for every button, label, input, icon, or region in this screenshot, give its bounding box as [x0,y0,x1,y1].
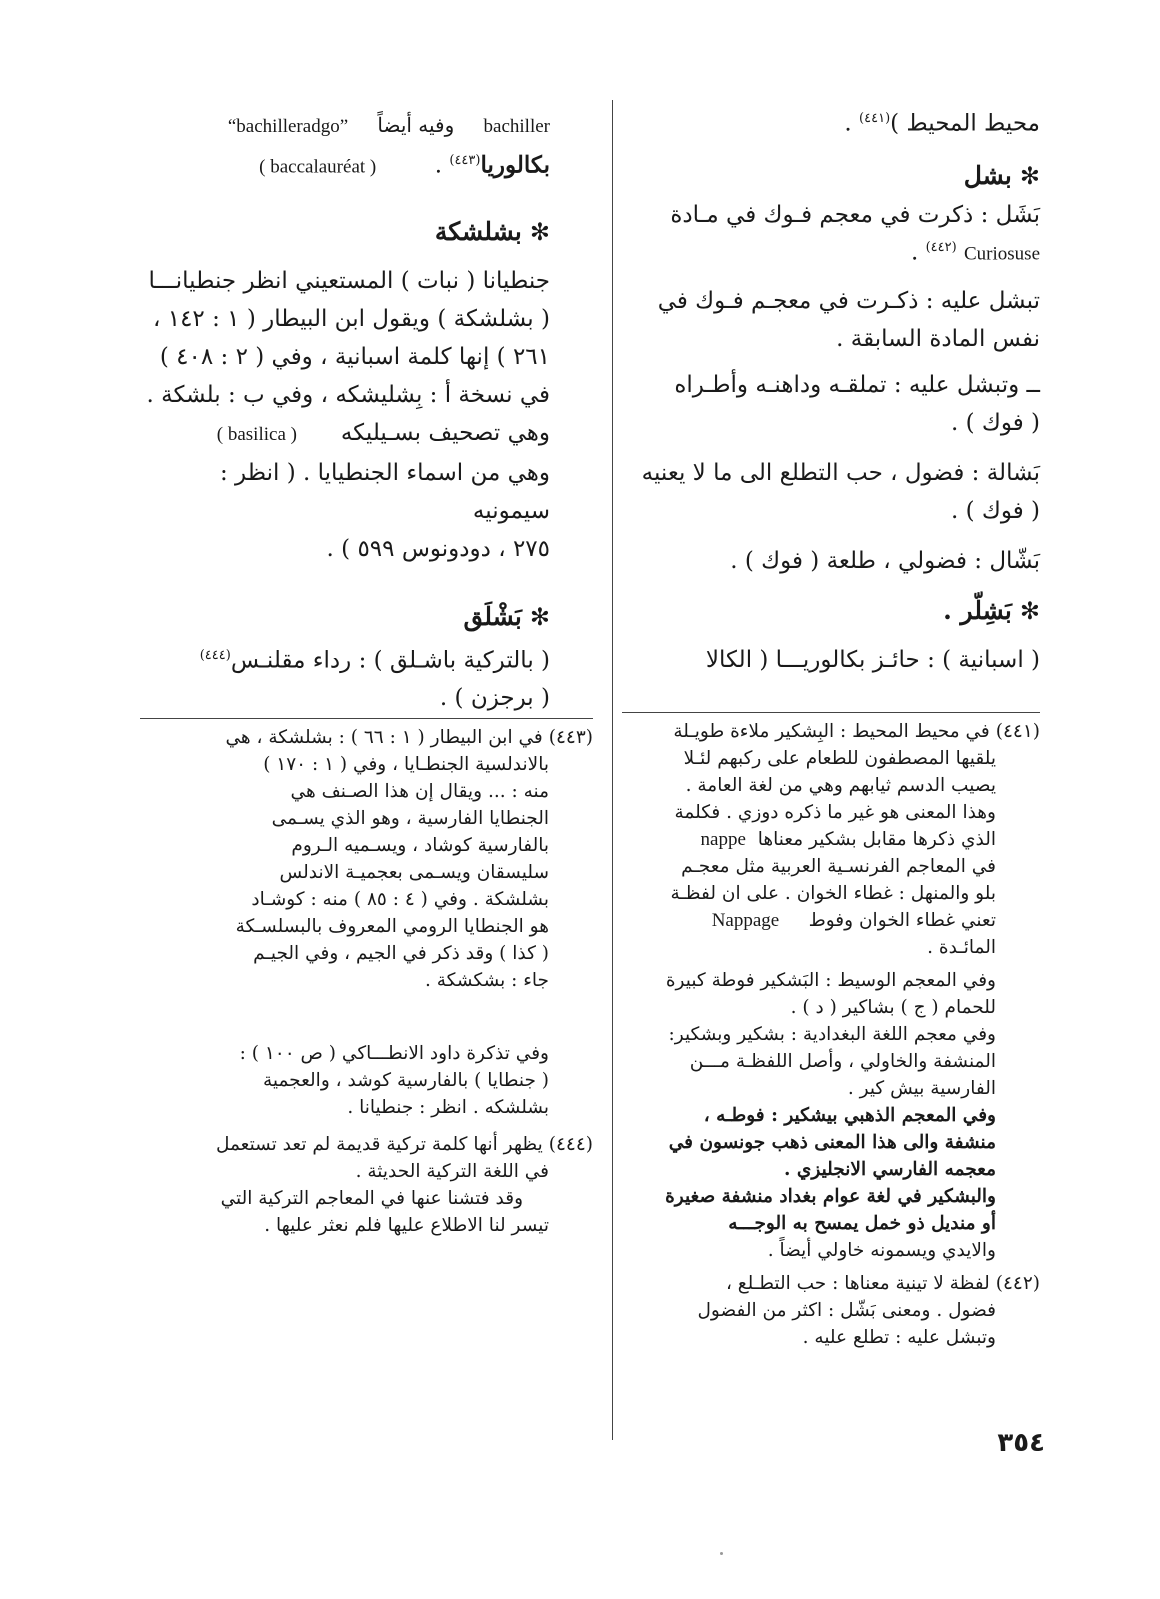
footnote-line: (٤٤٤)يظهر أنها كلمة تركية قديمة لم تعد تستعمل [215,1134,593,1155]
footnote-line: (٤٤١)في محيط المحيط : البِشكير ملاءة طويـلة [673,721,1040,742]
left-footnotes [140,724,593,1239]
text-line: ( اسبانية ) : حائـز بكالوريـــا ( الكالا [705,647,1040,674]
footnote-line: بلو والمنهل : غطاء الخوان . على ان لفظـة [670,883,996,904]
footnote-line: سليسقان ويسـمى بعجميـة الاندلس [279,862,549,883]
left-column-main [140,108,550,717]
asterisk-icon: ✻ [529,217,550,246]
right-column-main [620,100,1040,679]
footnote-line: منه : ... ويقال إن هذا الصـنف هي [290,781,549,802]
footnote-line: وقد فتشنا عنها في المعاجم التركية التي [220,1188,523,1209]
footnote-line: ( جنطايا ) بالفارسية كوشد ، والعجمية [262,1070,549,1091]
text-line: ( بالتركية باشـلق ) : رداء مقلنـس$^{(٤٤٤)}$ [199,647,550,674]
footnote-rule-left [140,718,593,719]
footnote-line: وتبشل عليه : تطلع عليه . [802,1327,996,1348]
footnote-line: بشلشكه . انظر : جنطيانا . [347,1097,549,1118]
right-footnotes [622,718,1040,1351]
footnote-line: وفي المعجم الذهبي بيشكير : فوطـه ، [703,1105,996,1126]
footnote-line: ( كذا ) وقد ذكر في الجيم ، وفي الجيـم [253,943,549,964]
text-line: ٢٧٥ ، دودونوس ٥٩٩ ) . [326,535,550,562]
page-number: ٣٥٤ [997,1428,1045,1458]
asterisk-icon: ✻ [1019,597,1040,626]
footnote-line: بالفارسية كوشاد ، ويسـميه الـروم [291,835,549,856]
footnote-line: في المعاجم الفرنسـية العربية مثل معجـم [681,856,996,877]
footnote-rule-right [622,712,1040,713]
footnote-line: وفي المعجم الوسيط : البَشكير فوطة كبيرة [665,970,996,991]
footnote-line: وفي تذكرة داود الانطـــاكي ( ص ١٠٠ ) : [239,1043,549,1064]
scan-speck [720,1552,723,1555]
text-line: ( بشلشكة ) ويقول ابن البيطار ( ١ : ١٤٢ ، [152,305,550,332]
footnote-line: بشلشكة . وفي ( ٤ : ٨٥ ) منه : كوشـاد [251,889,549,910]
text-line: بكالوريا$^{(٤٤٣)}$ . ( baccalauréat ) [259,151,550,179]
text-line: بَشّال : فضولي ، طلعة ( فوك ) . [730,548,1040,575]
footnote-line: وفي معجم اللغة البغدادية : بشكير وبشكير: [668,1024,996,1045]
asterisk-icon: ✻ [529,602,550,631]
footnote-line: وهذا المعنى هو غير ما ذكره دوزي . فكلمة [674,802,996,823]
text-line: بَشالة : فضول ، حب التطلع الى ما لا يعنيه [641,460,1040,487]
footnote-line: جاء : بشكشكة . [424,970,549,991]
text-line: ( فوك ) . [950,498,1040,525]
text-line: في نسخة أ : بِشليشكه ، وفي ب : بلشكة . [146,381,550,408]
footnote-line: والبشكير في لغة عوام بغداد منشفة صغيرة [665,1186,996,1207]
text-line: تبشل عليه : ذكـرت في معجـم فـوك في [657,288,1040,315]
footnote-line: تيسر لنا الاطلاع عليها فلم نعثر عليها . [264,1215,549,1236]
entry-heading: ✻بَشِلّر . [943,596,1040,626]
footnote-line: أو منديل ذو خمل يمسح به الوجـــه [728,1213,996,1234]
column-divider [612,100,613,1440]
footnote-line: في اللغة التركية الحديثة . [355,1161,549,1182]
text-line: ٢٦١ ) إنها كلمة اسبانية ، وفي ( ٢ : ٤٠٨ ) [159,343,550,370]
text-line: جنطيانا ( نبات ) المستعيني انظر جنطيانـــا [148,267,550,294]
entry-heading: ✻بشل [963,160,1040,190]
footnote-line: المائـدة . [927,937,996,958]
footnote-line: هو الجنطايا الرومي المعروف بالبسلسـكة [235,916,549,937]
text-line: Curiosuse $^{(٤٤٢)}$ . [910,239,1040,266]
footnote-line: (٤٤٣)في ابن البيطار ( ١ : ٦٦ ) : بشلشكة ، هي [225,727,593,748]
text-line: وهي من اسماء الجنطيايا . ( انظر : سيمونيه [220,459,550,524]
text-line: bachiller وفيه أيضاً “bachilleradgo” [227,113,550,137]
footnote-line: يلقيها المصطفون للطعام على ركبهم لئـلا [683,748,996,769]
footnote-line: والايدي ويسمونه خاولي أيضاً . [767,1240,996,1261]
footnote-line: الفارسية بيش كير . [847,1078,996,1099]
footnote-line: (٤٤٢)لفظة لا تينية معناها : حب التطـلع ، [725,1273,1040,1294]
text-line: نفس المادة السابقة . [836,326,1040,353]
footnote-line: المنشفة والخاولي ، وأصل اللفظـة مـــن [689,1051,996,1072]
entry-heading: ✻بشلشكة [434,216,550,246]
footnote-line: منشفة والى هذا المعنى ذهب جونسون في [668,1132,996,1153]
asterisk-icon: ✻ [1019,161,1040,190]
footnote-line: الجنطايا الفارسية ، وهو الذي يسـمى [271,808,549,829]
footnote-line: الذي ذكرها مقابل بشكير معناها nappe [700,829,996,850]
footnote-line: معجمه الفارسي الانجليزي . [784,1159,996,1180]
footnote-line: يصيب الدسم ثيابهم وهي من لغة العامة . [685,775,996,796]
text-line: ( فوك ) . [950,410,1040,437]
entry-heading: ✻بَشْلَق [463,601,550,631]
footnote-line: بالاندلسية الجنطـايا ، وفي ( ١ : ١٧٠ ) [263,754,549,775]
footnote-line: تعني غطاء الخوان وفوط Nappage [711,910,996,931]
text-line: بَشَل : ذكرت في معجم فـوك في مـادة [670,201,1040,228]
footnote-line: للحمام ( ج ) بشاكير ( د ) . [790,997,996,1018]
text-line: وهي تصحيف بسـيليكه ( basilica ) [216,419,550,446]
text-line: ( برجزن ) . [439,685,550,712]
footnote-line: فضول . ومعنى بَشّل : اكثر من الفضول [697,1300,996,1321]
text-line: محيط المحيط )$^{(٤٤١)}$ . [844,110,1040,137]
text-line: ــ وتبشل عليه : تملقـه وداهنـه وأطـراه [674,372,1040,399]
